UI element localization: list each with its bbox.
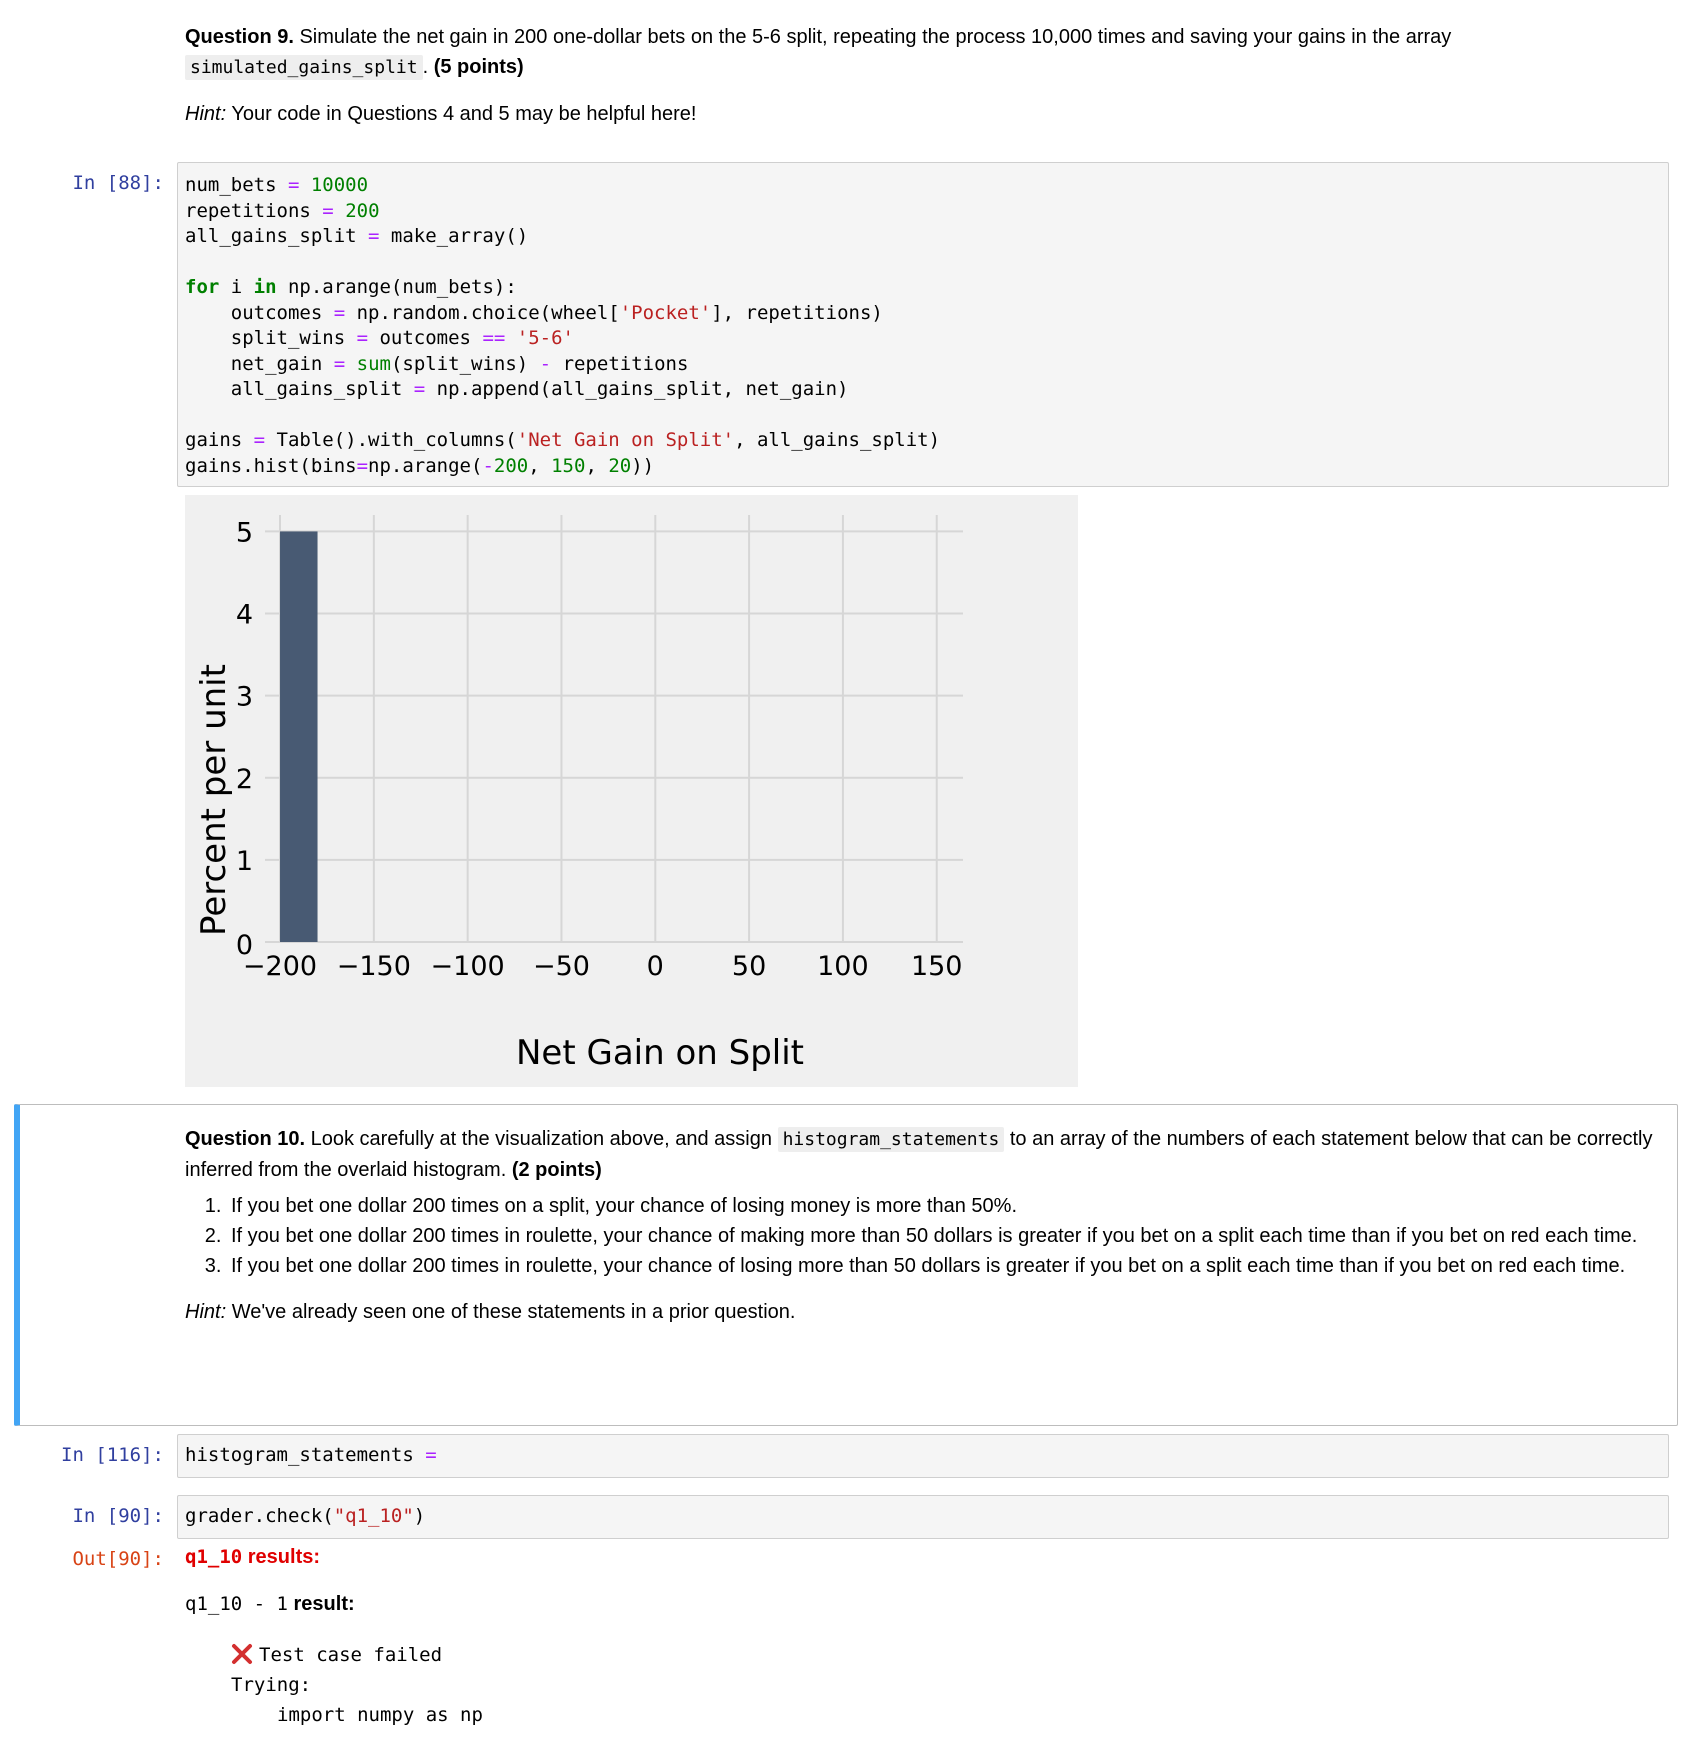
question-10-label: Question 10. [185,1128,306,1150]
hint-text: We've already seen one of these statements in a prior question. [231,1301,796,1323]
code-editor-90[interactable] [178,1496,1668,1538]
question-9-text: Simulate the net gain in 200 one-dollar bets on the 5-6 split, repeating the process 10,000 times and saving your gains in the array [299,26,1452,48]
question-9-markdown [185,22,1625,129]
x-axis-label: Net Gain on Split [515,1033,805,1073]
inline-code-simulated-gains-split: simulated_gains_split [185,55,423,80]
question-9-label: Question 9. [185,26,294,48]
result-title-code: q1_10 [185,1546,243,1568]
question-10-markdown [185,1124,1655,1327]
histogram-chart [185,495,1078,1087]
failure-text: Test case failed [259,1644,443,1666]
question-10-hint [185,1297,1655,1327]
result-title-text: results: [247,1546,321,1568]
failure-line [231,1640,483,1670]
input-prompt-90: In [90]: [72,1505,164,1527]
code-cell-116[interactable] [177,1434,1669,1478]
code-token-func: grader.check( [185,1505,334,1527]
y-tick-label: 0 [235,930,253,961]
code-token-op: = [425,1444,437,1466]
input-prompt-88: In [88]: [72,172,164,194]
y-tick-label: 4 [235,599,253,631]
question-10-text-b: to an array of the numbers of each statement below that can be correctly inferred from the overlaid histogram. [185,1128,1653,1181]
histogram-bar [280,531,318,942]
y-axis-label: Percent per unit [194,664,234,936]
statement-item: 2. If you bet one dollar 200 times in roulette, your chance of making more than 50 dollars is greater if you bet on a split each time than if you bet on red each time. [227,1221,1655,1251]
code-editor-116[interactable] [178,1435,1668,1477]
code-token-close: ) [413,1505,426,1527]
x-mark-icon [231,1643,253,1665]
x-tick-label: −50 [532,951,590,982]
x-tick-label: 50 [731,951,767,982]
question-10-points: (2 points) [511,1159,602,1181]
x-tick-label: 0 [646,951,664,982]
code-cell-90[interactable] [177,1495,1669,1539]
grader-output [185,1546,483,1730]
result-subtitle [185,1593,483,1616]
hint-label: Hint: [185,1301,227,1323]
question-10-text-a: Look carefully at the visualization above, and assign [310,1128,772,1150]
x-tick-label: 150 [910,951,963,982]
statement-list [185,1191,1655,1281]
import-line: import numpy as np [277,1704,483,1726]
inline-code-histogram-statements: histogram_statements [778,1127,1005,1152]
question-9-hint [185,99,1625,129]
x-tick-label: −200 [242,951,318,982]
input-prompt-116: In [116]: [61,1444,164,1466]
hint-text: Your code in Questions 4 and 5 may be helpful here! [231,103,697,125]
histogram-output [185,495,1078,1087]
question-9-paragraph: Question 9. Simulate the net gain in 200 one-dollar bets on the 5-6 split, repeating the process 10,000 times and saving your gains in the array simulated_gains_split . (5 points) [185,26,1452,78]
trying-label: Trying: [231,1674,312,1696]
question-10-paragraph [185,1124,1655,1185]
x-tick-label: −100 [430,951,505,982]
y-tick-label: 1 [235,845,253,877]
code-token-arg: "q1_10" [333,1505,414,1527]
y-tick-label: 5 [235,517,253,549]
result-subtitle-text: result: [293,1593,355,1615]
y-tick-label: 2 [235,763,253,795]
x-tick-label: 100 [817,951,869,982]
statement-item: 3. If you bet one dollar 200 times in roulette, your chance of losing more than 50 dollars is greater if you bet on a split each time than if you bet on red each time. [227,1251,1655,1281]
code-token-var: histogram_statements [185,1444,414,1466]
output-prompt-90: Out[90]: [72,1548,164,1570]
x-tick-label: −150 [336,951,411,982]
result-title [185,1546,483,1569]
code-editor-88[interactable]: num_bets = 10000 repetitions = 200 all_gains_split = make_array() for i in np.arange(num_bets): outcomes = np.random.choice(wheel['Pocket'], repetitions) split_wins = outcomes == '5-6' net_gain = sum(split_wins) - repetitions all_gains_split = np.append(all_gains_split, net_gain) gains = Table().with_columns('Net Gain on Split', all_gains_split) gains.hist(bins=np.arange(-200, 150, 20)) [185,174,941,477]
chart-background [185,495,1078,1087]
question-9-points: (5 points) [433,56,524,78]
hint-label: Hint: [185,103,227,125]
statement-item: 1. If you bet one dollar 200 times on a split, your chance of losing money is more than 50%. [227,1191,1655,1221]
result-subtitle-code: q1_10 - 1 [185,1593,288,1615]
code-cell-88[interactable] [177,162,1669,487]
y-tick-label: 3 [235,681,253,713]
failure-details [231,1640,483,1730]
